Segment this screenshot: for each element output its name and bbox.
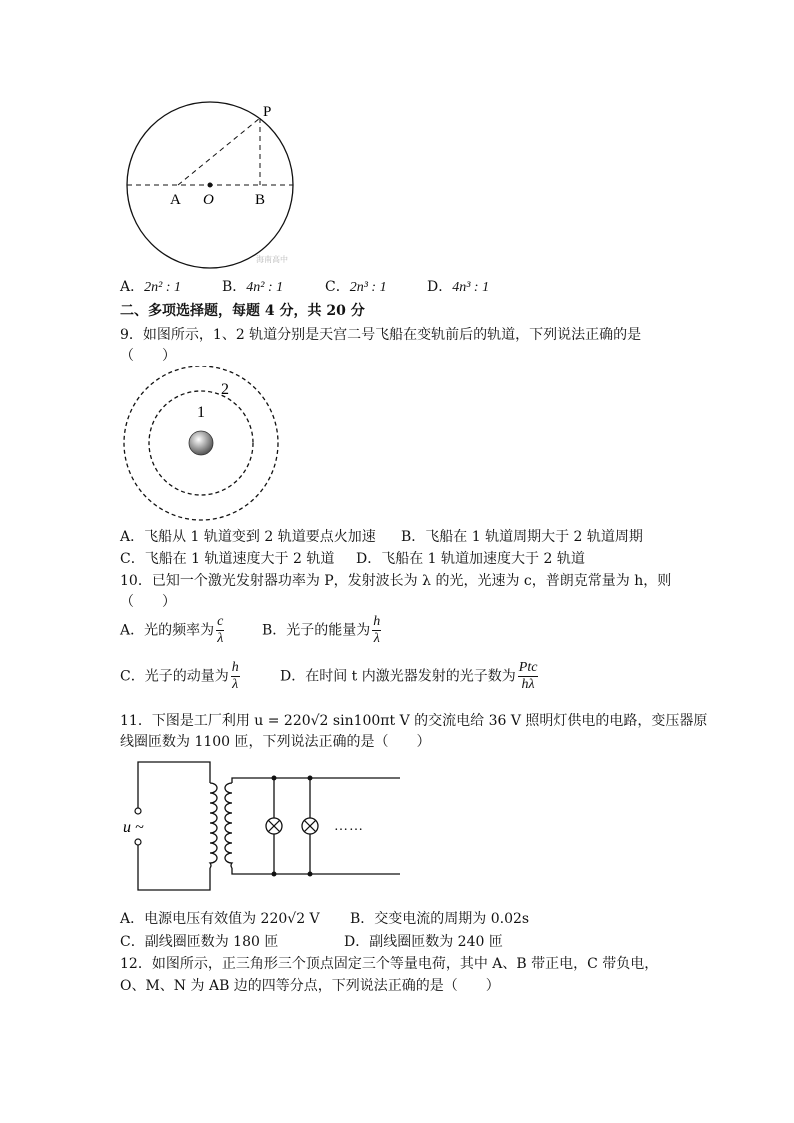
q10-stem-line1: 10．已知一个激光发射器功率为 P，发射波长为 λ 的光，光速为 c，普朗克常量为 h，则 <box>120 573 672 589</box>
q11-lamp2-junction-bottom <box>308 872 313 877</box>
q8-center-dot <box>208 183 213 188</box>
q10-option-b-prefix: B．光子的能量为 <box>262 622 371 639</box>
q11-option-a: A．电源电压有效值为 220√2 V <box>120 911 320 927</box>
q8-option-c-prefix: C． <box>325 279 350 295</box>
q10-option-d-num: Ptc <box>518 660 538 675</box>
q10-option-c-num: h <box>231 660 239 675</box>
q10-option-c <box>120 660 242 693</box>
q8-label-P: P <box>263 104 272 120</box>
q9-option-b: B．飞船在 1 轨道周期大于 2 轨道周期 <box>401 529 643 545</box>
q10-option-b-den: λ <box>373 631 380 646</box>
q10-option-a-fraction <box>216 614 224 647</box>
q11-primary-wire-bottom <box>138 844 210 890</box>
q11-source-label: u ~ <box>123 819 144 836</box>
q9-stem-line2: （ ） <box>120 348 176 364</box>
q11-option-b: B．交变电流的周期为 0.02s <box>350 911 530 927</box>
q8-label-A: A <box>170 192 181 208</box>
q9-option-c: C．飞船在 1 轨道速度大于 2 轨道 <box>120 551 335 567</box>
q10-option-d <box>280 660 540 693</box>
q9-option-a: A．飞船从 1 轨道变到 2 轨道要点火加速 <box>120 529 376 545</box>
q9-label-orbit1: 1 <box>197 404 205 421</box>
q8-option-b-text: 4n² : 1 <box>246 280 284 295</box>
q8-option-c <box>325 276 387 296</box>
q8-option-a <box>120 276 181 296</box>
q10-option-c-den: λ <box>232 677 239 692</box>
q10-option-a-num: c <box>217 614 224 629</box>
q10-option-a-den: λ <box>217 631 224 646</box>
q11-primary-coil <box>210 783 217 868</box>
q9-label-orbit2: 2 <box>221 381 229 398</box>
q11-secondary-wire-top <box>232 778 400 783</box>
q11-terminal-top <box>135 808 141 814</box>
q8-line-AP <box>178 118 260 185</box>
q11-terminal-bottom <box>135 839 141 845</box>
q8-label-O: O <box>203 192 214 208</box>
q9-stem-line1: 9．如图所示，1、2 轨道分别是天宫二号飞船在变轨前后的轨道，下列说法正确的是 <box>120 327 642 343</box>
q8-option-d-prefix: D． <box>427 279 453 295</box>
q11-circuit-figure <box>120 756 410 896</box>
q8-option-b <box>222 276 283 296</box>
q10-option-d-den: hλ <box>521 677 535 692</box>
q12-stem-line2: O、M、N 为 AB 边的四等分点，下列说法正确的是（ ） <box>120 978 500 994</box>
q11-option-d: D．副线圈匝数为 240 匝 <box>344 934 503 950</box>
q11-more-lamps-dots: …… <box>334 819 364 834</box>
q12-stem-line1: 12．如图所示，正三角形三个顶点固定三个等量电荷，其中 A、B 带正电，C 带负电， <box>120 956 659 972</box>
q11-stem-line1: 11．下图是工厂利用 u = 220√2 sin100πt V 的交流电给 36 V 照明灯供电的电路，变压器原 <box>120 713 708 729</box>
q8-circle-figure <box>118 100 318 270</box>
q8-option-c-text: 2n³ : 1 <box>349 280 387 295</box>
section2-title: 二、多项选择题，每题 4 分，共 20 分 <box>120 303 365 319</box>
q11-primary-wire <box>138 762 210 808</box>
q8-label-B: B <box>255 192 266 208</box>
q10-option-c-prefix: C．光子的动量为 <box>120 668 229 685</box>
q10-option-b <box>262 614 383 647</box>
q11-secondary-coil <box>225 783 232 868</box>
q11-secondary-wire-bottom <box>232 868 400 874</box>
q11-lamp2-junction-top <box>308 776 313 781</box>
q11-lamp1-junction-bottom <box>272 872 277 877</box>
q8-option-d-text: 4n³ : 1 <box>452 280 490 295</box>
q9-option-d: D．飞船在 1 轨道加速度大于 2 轨道 <box>356 551 585 567</box>
q9-orbit-figure <box>120 366 285 521</box>
q11-lamp1-junction-top <box>272 776 277 781</box>
q11-option-c: C．副线圈匝数为 180 匝 <box>120 934 279 950</box>
q8-option-a-text: 2n² : 1 <box>144 280 181 295</box>
q10-option-d-fraction <box>518 660 539 693</box>
q10-option-a-prefix: A．光的频率为 <box>120 622 215 639</box>
q9-planet <box>189 431 213 455</box>
q10-option-c-fraction <box>231 660 240 693</box>
q10-option-a <box>120 614 226 647</box>
q8-option-b-prefix: B． <box>222 279 247 295</box>
q8-option-a-prefix: A． <box>120 279 145 295</box>
q10-option-d-prefix: D．在时间 t 内激光器发射的光子数为 <box>280 668 516 685</box>
q11-stem-line2: 线圈匝数为 1100 匝，下列说法正确的是（ ） <box>120 734 431 750</box>
q8-watermark: 海南高中 <box>256 255 288 264</box>
q8-option-d <box>427 276 489 296</box>
q10-stem-line2: （ ） <box>120 594 176 610</box>
q10-option-b-fraction <box>372 614 381 647</box>
q10-option-b-num: h <box>373 614 381 629</box>
